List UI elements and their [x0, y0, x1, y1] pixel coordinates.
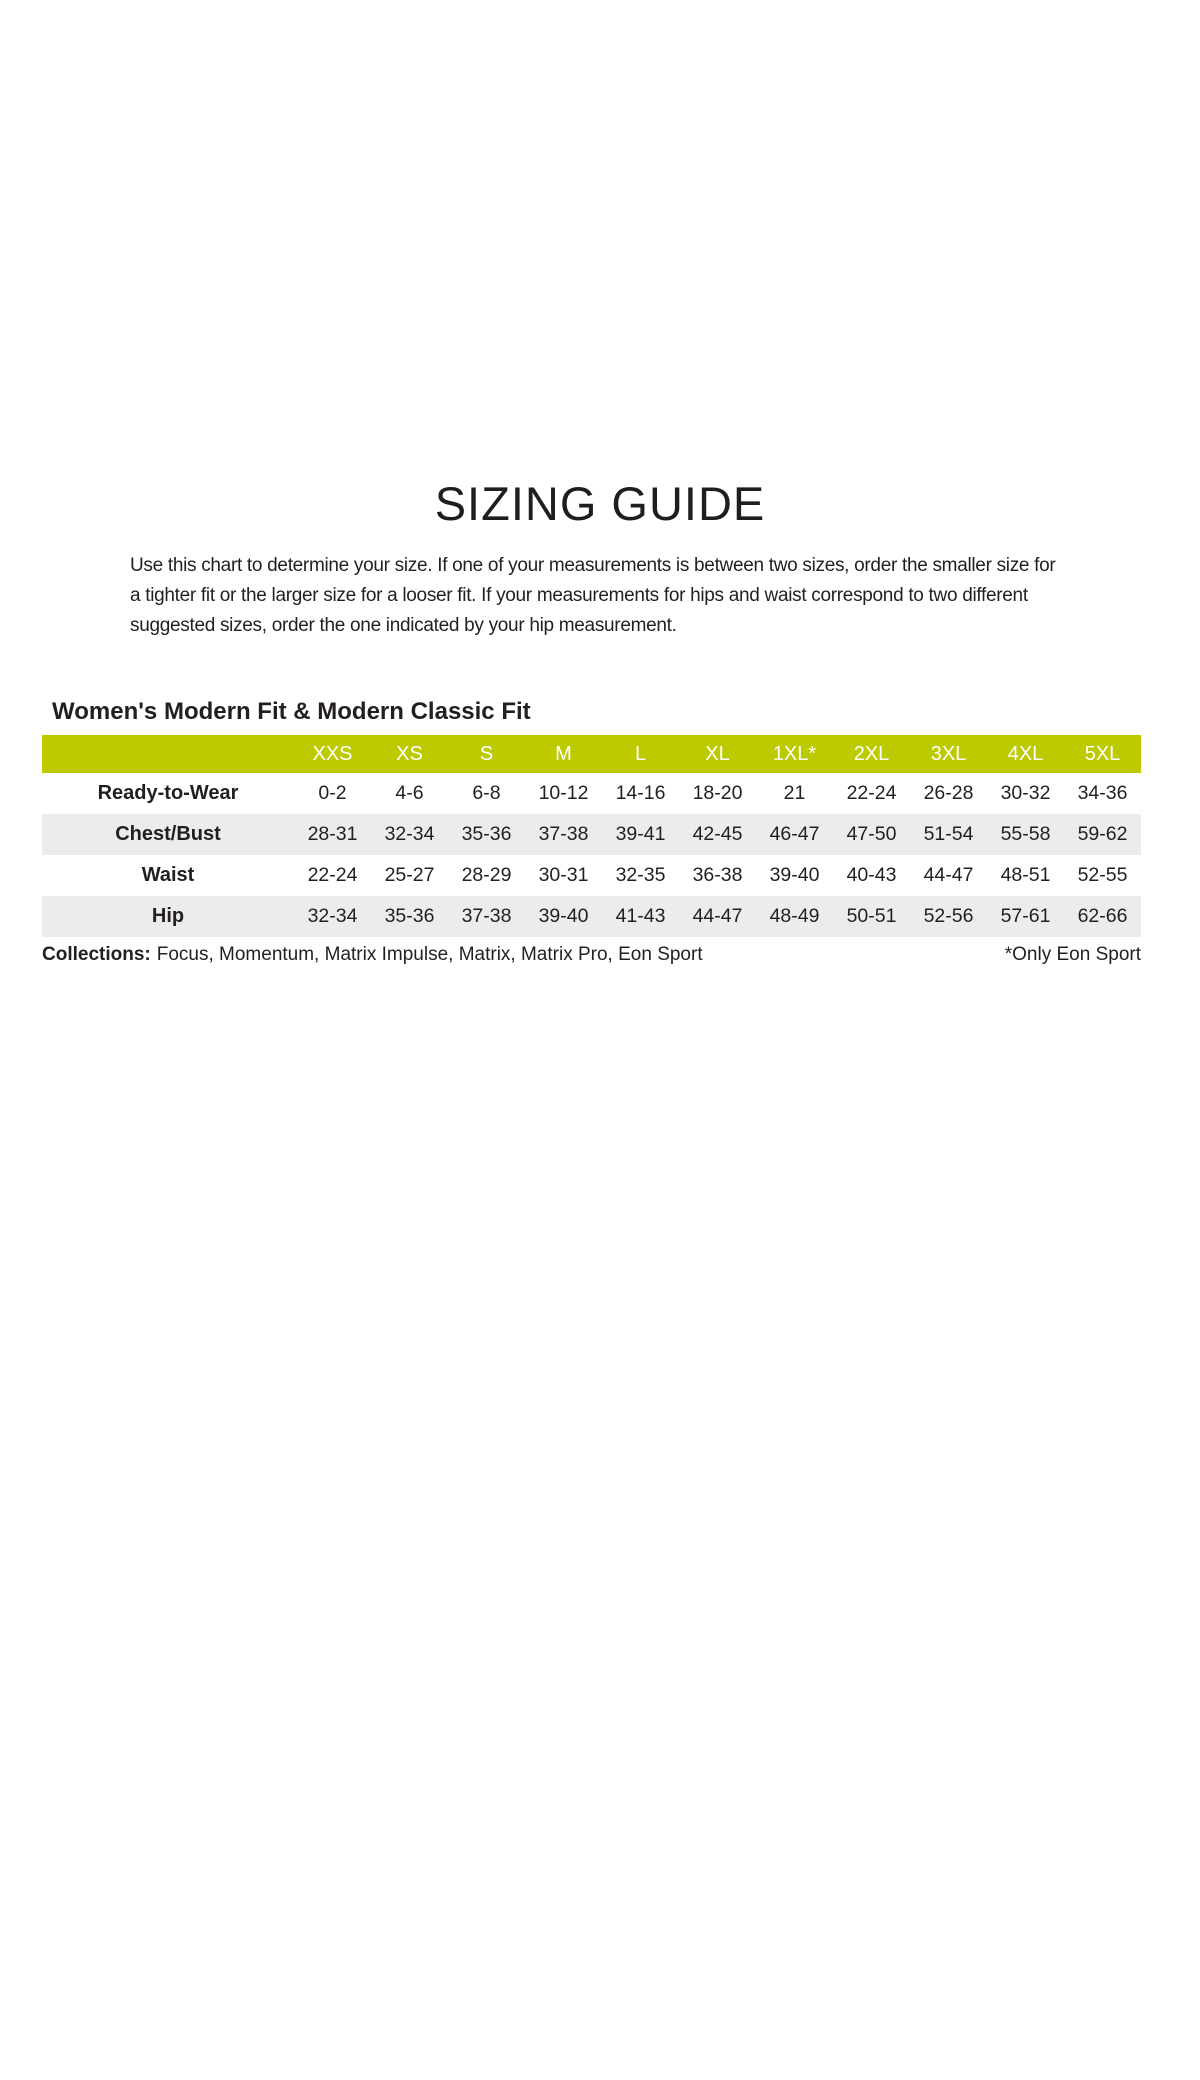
- table-row-waist: [42, 855, 1141, 896]
- table-cell: 41-43: [615, 905, 666, 927]
- table-cell: 10-12: [538, 782, 589, 804]
- table-cell: 25-27: [384, 864, 435, 886]
- table-cell: 32-34: [384, 823, 435, 845]
- table-cell: 40-43: [846, 864, 897, 886]
- sizing-guide-page: [0, 477, 1200, 968]
- table-cell: 30-32: [1000, 782, 1051, 804]
- table-cell: 59-62: [1077, 823, 1128, 845]
- size-header: 4XL: [987, 735, 1064, 773]
- section-heading: Women's Modern Fit & Modern Classic Fit: [52, 698, 531, 725]
- size-header-row: [42, 735, 1141, 773]
- intro-paragraph: Use this chart to determine your size. If one of your measurements is between two sizes, order the smaller size for a tighter fit or the larger size for a looser fit. If your measurements for hips and waist correspond to two different suggested sizes, order the one indicated by your hip measurement.: [130, 555, 1056, 636]
- table-cell: 18-20: [692, 782, 743, 804]
- table-cell: 51-54: [923, 823, 974, 845]
- table-cell: 48-49: [769, 905, 820, 927]
- sizing-table: [42, 735, 1141, 937]
- table-cell: 22-24: [846, 782, 897, 804]
- size-header: XXS: [294, 735, 371, 773]
- size-header: M: [525, 735, 602, 773]
- row-label: Chest/Bust: [115, 823, 221, 845]
- row-label: Waist: [141, 864, 195, 886]
- table-cell: 14-16: [615, 782, 666, 804]
- table-cell: 42-45: [692, 823, 743, 845]
- table-cell: 35-36: [384, 905, 435, 927]
- table-cell: 26-28: [923, 782, 974, 804]
- size-header: XL: [679, 735, 756, 773]
- table-cell: 44-47: [692, 905, 743, 927]
- table-cell: 52-56: [923, 905, 974, 927]
- table-cell: 28-29: [461, 864, 512, 886]
- table-cell: 50-51: [846, 905, 897, 927]
- table-cell: 39-40: [538, 905, 589, 927]
- table-cell: 47-50: [846, 823, 897, 845]
- table-cell: 32-35: [615, 864, 666, 886]
- table-cell: 35-36: [461, 823, 512, 845]
- table-cell: 6-8: [472, 782, 501, 804]
- table-row-chest-bust: [42, 814, 1141, 855]
- table-cell: 30-31: [538, 864, 589, 886]
- table-cell: 0-2: [318, 782, 347, 804]
- table-cell: 44-47: [923, 864, 974, 886]
- table-row-hip: [42, 896, 1141, 937]
- table-cell: 57-61: [1000, 905, 1051, 927]
- table-cell: 62-66: [1077, 905, 1128, 927]
- table-cell: 36-38: [692, 864, 743, 886]
- size-header: XS: [371, 735, 448, 773]
- size-header-spacer: [42, 735, 294, 773]
- table-cell: 37-38: [538, 823, 589, 845]
- table-cell: 52-55: [1077, 864, 1128, 886]
- table-cell: 48-51: [1000, 864, 1051, 886]
- size-header: 5XL: [1064, 735, 1141, 773]
- page-title: SIZING GUIDE: [434, 477, 766, 530]
- size-header: S: [448, 735, 525, 773]
- table-cell: 39-40: [769, 864, 820, 886]
- table-cell: 37-38: [461, 905, 512, 927]
- collections-label: Collections:: [42, 944, 151, 965]
- row-label: Ready-to-Wear: [97, 782, 239, 804]
- row-label: Hip: [151, 905, 185, 927]
- table-cell: 34-36: [1077, 782, 1128, 804]
- asterisk-note: *Only Eon Sport: [1004, 944, 1141, 965]
- collections-list: Focus, Momentum, Matrix Impulse, Matrix, Matrix Pro, Eon Sport: [156, 944, 703, 965]
- table-cell: 28-31: [307, 823, 358, 845]
- table-cell: 46-47: [769, 823, 820, 845]
- table-cell: 21: [783, 782, 806, 804]
- size-header: 1XL*: [756, 735, 833, 773]
- table-row-ready-to-wear: [42, 773, 1141, 814]
- size-header: L: [602, 735, 679, 773]
- table-cell: 22-24: [307, 864, 358, 886]
- size-header: 2XL: [833, 735, 910, 773]
- table-cell: 32-34: [307, 905, 358, 927]
- table-cell: 4-6: [395, 782, 424, 804]
- footer: [42, 942, 1141, 968]
- collections-note: [42, 942, 703, 968]
- size-header: 3XL: [910, 735, 987, 773]
- table-cell: 55-58: [1000, 823, 1051, 845]
- table-cell: 39-41: [615, 823, 666, 845]
